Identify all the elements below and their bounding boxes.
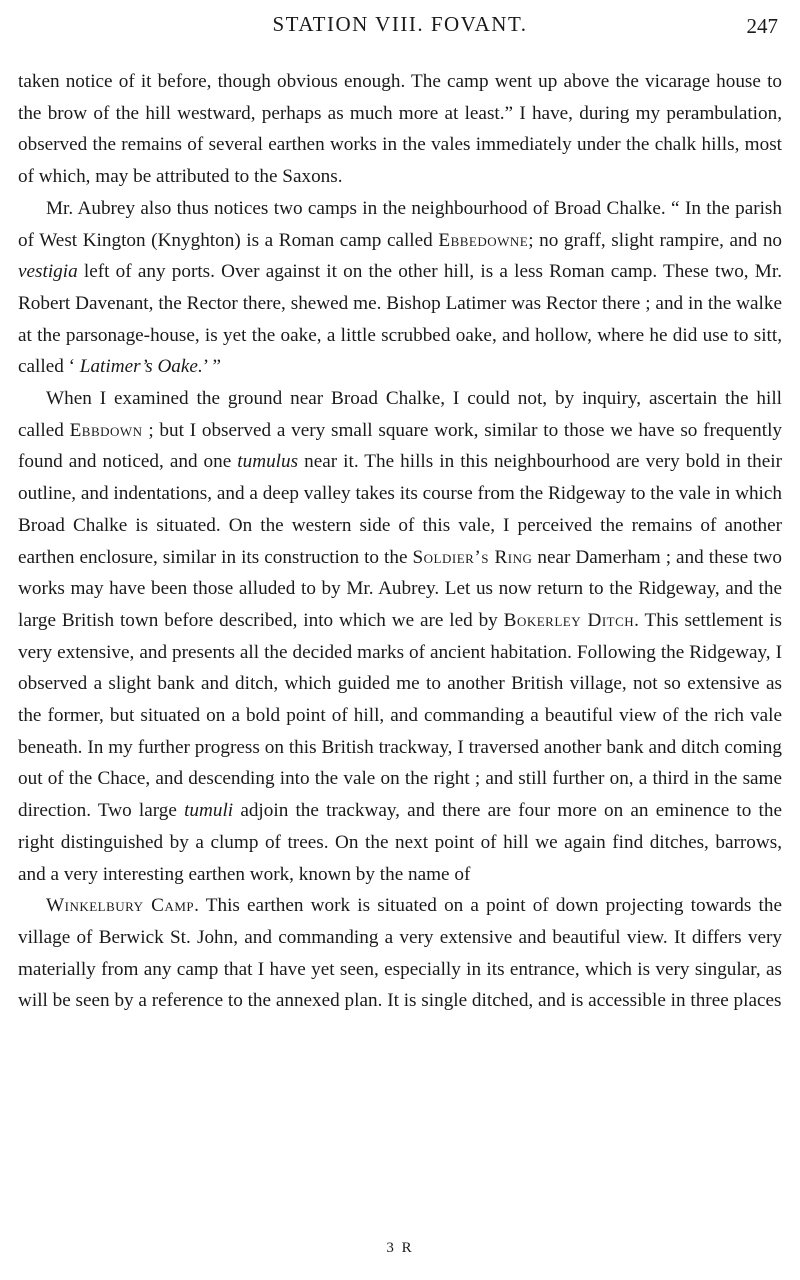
text-run: ; but I observed a very small square work, similar to those we have so frequently found and noticed, and one: [18, 419, 782, 473]
paragraph-broad-chalke: [18, 383, 782, 890]
italic-term: Latimer’s Oake.: [79, 356, 203, 378]
italic-term: vestigia: [18, 261, 78, 283]
text-run: Mr. Aubrey also thus notices two camps in the neighbourhood of Broad Chalke. “ In the parish of West Kington (Knyghton) is a Roman camp called: [18, 197, 782, 251]
place-name-smallcaps: Soldier’s Ring: [412, 546, 533, 568]
text-run: . This earthen work is situated on a point of down projecting towards the village of Berwick St. John, and commanding a very extensive and beautiful view. It differs very materially from any camp that I have yet seen, especially in its entrance, which is very singular, as will be seen by a reference to the annexed plan. It is single ditched, and is accessible in three places: [18, 895, 782, 1012]
signature-mark: 3 R: [386, 1240, 414, 1256]
place-name-smallcaps: Bokerley Ditch: [503, 609, 635, 631]
text-run: near it. The hills in this neighbourhood are very bold in their outline, and indentations, and a deep valley takes its course from the Ridgeway to the vale in which Broad Chalke is situated. On the western side of this vale, I perceived the remains of another earthen enclosure, similar in its construction to the: [18, 451, 782, 568]
paragraph-aubrey-camps: [18, 193, 782, 383]
place-name-smallcaps: Winkelbury Camp: [46, 895, 195, 917]
text-run: ’ ”: [202, 356, 222, 378]
text-run: . This settlement is very extensive, and presents all the decided marks of ancient habitation. Following the Ridgeway, I observed a slight bank and ditch, which guided me to another British village, not so extensive as the former, but situated on a bold point of hill, and commanding a beautiful view of the rich vale beneath. In my further progress on this British trackway, I traversed another bank and ditch coming out of the Chace, and descending into the vale on the right ; and still further on, a third in the same direction. Two large: [18, 609, 782, 822]
text-run: When I examined the ground near Broad Chalke, I could not, by inquiry, ascertain the hill called: [18, 388, 782, 441]
running-title: STATION VIII. FOVANT.: [272, 12, 528, 36]
body-text: [18, 66, 782, 1017]
text-run: left of any ports. Over against it on the other hill, is a less Roman camp. These two, Mr. Robert Davenant, the Rector there, shewed me. Bishop Latimer was Rector there ; and in the walke at the parsonage-house, is yet the oake, a little scrubbed oake, and hollow, where he did use to sitt, called ‘: [18, 261, 782, 378]
paragraph-text: taken notice of it before, though obvious enough. The camp went up above the vicarage house to the brow of the hill westward, perhaps as much more at least.” I have, during my perambulation, observed the remains of several earthen works in the vales immediately under the chalk hills, most of which, may be attributed to the Saxons.: [18, 71, 782, 188]
page-number: 247: [746, 14, 778, 38]
text-run: near Damerham ; and these two works may have been those alluded to by Mr. Aubrey. Let us now return to the Ridgeway, and the large British town before described, into which we are led by: [18, 546, 782, 631]
place-name-smallcaps: Ebbedowne: [438, 229, 529, 251]
place-name-smallcaps: Ebbdown: [69, 419, 143, 441]
italic-term: tumuli: [184, 800, 234, 822]
paragraph-continued: [18, 66, 782, 193]
italic-term: tumulus: [237, 451, 299, 473]
text-run: ; no graff, slight rampire, and no: [528, 229, 783, 251]
text-run: adjoin the trackway, and there are four more on an eminence to the right distinguished by a clump of trees. On the next point of hill we again find ditches, barrows, and a very interesting earthen work, known by the name of: [18, 800, 782, 885]
paragraph-winkelbury: [18, 890, 782, 1017]
running-head: [0, 12, 800, 44]
